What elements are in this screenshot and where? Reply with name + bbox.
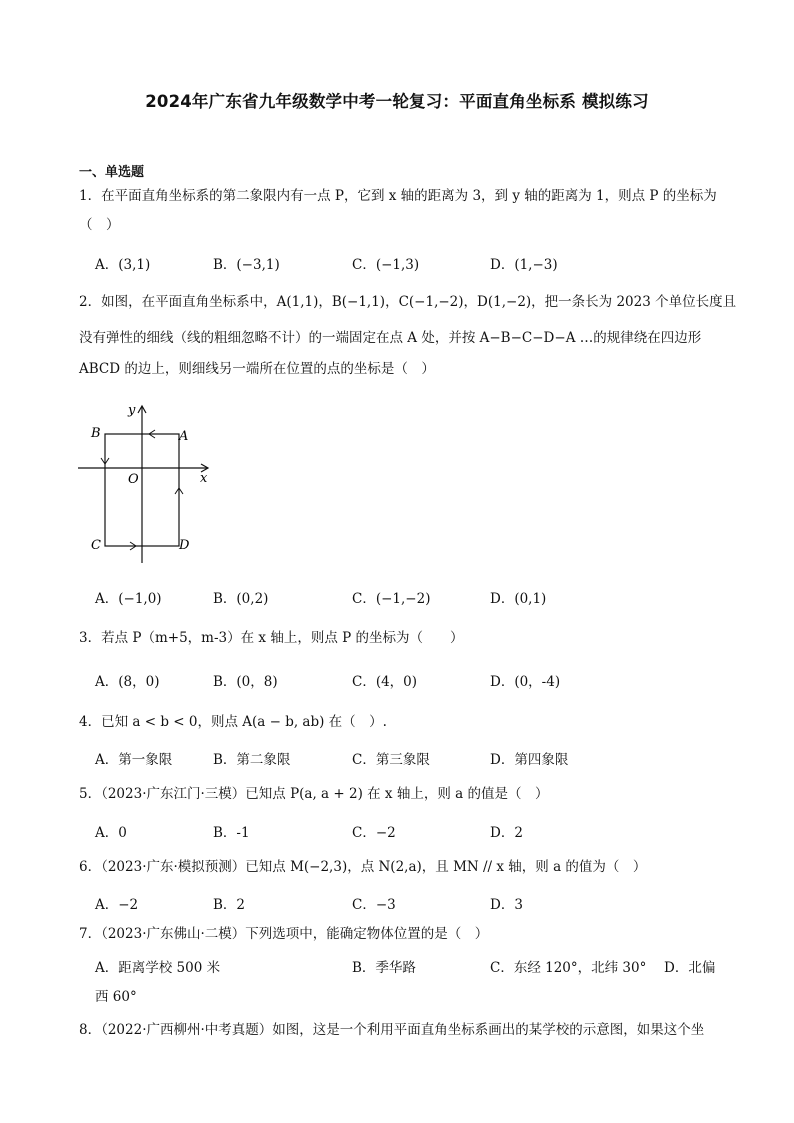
question-4-text: 4．已知 a < b < 0，则点 A(a − b, ab) 在（ ）. — [79, 714, 387, 730]
question-2-text: 2．如图，在平面直角坐标系中，A(1,1)，B(−1,1)，C(−1,−2)，D(1,−2)，把一条长为 2023 个单位长度且 — [79, 294, 737, 310]
question-6-option-a: A．−2 — [95, 897, 139, 913]
question-3-option-b: B．(0，8) — [213, 674, 278, 690]
x-axis-label: x — [200, 471, 208, 486]
y-axis-label: y — [128, 403, 136, 418]
question-6-text: 6．（2023·广东·模拟预测）已知点 M(−2,3)，点 N(2,a)，且 MN // x 轴，则 a 的值为（ ） — [79, 859, 647, 875]
point-b-label: B — [91, 426, 101, 441]
question-1-option-d: D．(1,−3) — [490, 257, 558, 273]
question-4-option-a: A．第一象限 — [95, 752, 173, 768]
page-title: 2024年广东省九年级数学中考一轮复习：平面直角坐标系 模拟练习 — [145, 92, 649, 111]
question-5-option-a: A．0 — [95, 825, 127, 841]
question-1-option-a: A．(3,1) — [95, 257, 151, 273]
question-6-option-d: D．3 — [490, 897, 523, 913]
question-7-option-d: D．北偏 — [664, 960, 716, 976]
question-3-option-a: A．(8，0) — [95, 674, 160, 690]
question-6-option-c: C．−3 — [352, 897, 396, 913]
question-1-text-cont: （ ） — [79, 217, 120, 233]
question-2-text-cont2: ABCD 的边上，则细线另一端所在位置的点的坐标是（ ） — [79, 361, 435, 377]
question-8-text: 8．（2022·广西柳州·中考真题）如图，这是一个利用平面直角坐标系画出的某学校的示意图，如果这个坐 — [79, 1022, 705, 1038]
question-2-option-a: A．(−1,0) — [95, 591, 162, 607]
question-1-option-c: C．(−1,3) — [352, 257, 420, 273]
question-7-option-c: C．东经 120°，北纬 30° — [490, 960, 647, 976]
question-4-option-d: D．第四象限 — [490, 752, 569, 768]
question-1-text: 1．在平面直角坐标系的第二象限内有一点 P，它到 x 轴的距离为 3，到 y 轴的距离为 1，则点 P 的坐标为 — [79, 188, 717, 204]
question-3-option-d: D．(0，-4) — [490, 674, 561, 690]
question-7-text: 7．（2023·广东佛山·二模）下列选项中，能确定物体位置的是（ ） — [79, 926, 489, 942]
point-d-label: D — [179, 538, 190, 553]
question-6-option-b: B．2 — [213, 897, 246, 913]
question-3-text: 3．若点 P（m+5，m-3）在 x 轴上，则点 P 的坐标为（ ） — [79, 630, 464, 646]
section-heading: 一、单选题 — [79, 165, 145, 180]
question-2-option-c: C．(−1,−2) — [352, 591, 431, 607]
question-5-text: 5．（2023·广东江门·三模）已知点 P(a, a + 2) 在 x 轴上，则 a 的值是（ ） — [79, 786, 549, 802]
question-7-option-d-cont: 西 60° — [95, 989, 137, 1005]
question-2-option-d: D．(0,1) — [490, 591, 547, 607]
question-2-text-cont: 没有弹性的细线（线的粗细忽略不计）的一端固定在点 A 处，并按 A−B−C−D−A …的规律绕在四边形 — [79, 330, 702, 346]
question-5-option-b: B．-1 — [213, 825, 250, 841]
question-7-option-b: B．季华路 — [352, 960, 416, 976]
question-4-option-c: C．第三象限 — [352, 752, 430, 768]
question-1-option-b: B．(−3,1) — [213, 257, 280, 273]
question-5-option-d: D．2 — [490, 825, 523, 841]
point-c-label: C — [91, 538, 101, 553]
question-7-option-a: A．距离学校 500 米 — [95, 960, 221, 976]
question-2-figure — [78, 398, 218, 568]
point-a-label: A — [179, 429, 189, 444]
question-5-option-c: C．−2 — [352, 825, 396, 841]
question-3-option-c: C．(4，0) — [352, 674, 418, 690]
origin-label: O — [128, 472, 139, 487]
question-2-option-b: B．(0,2) — [213, 591, 269, 607]
question-4-option-b: B．第二象限 — [213, 752, 291, 768]
